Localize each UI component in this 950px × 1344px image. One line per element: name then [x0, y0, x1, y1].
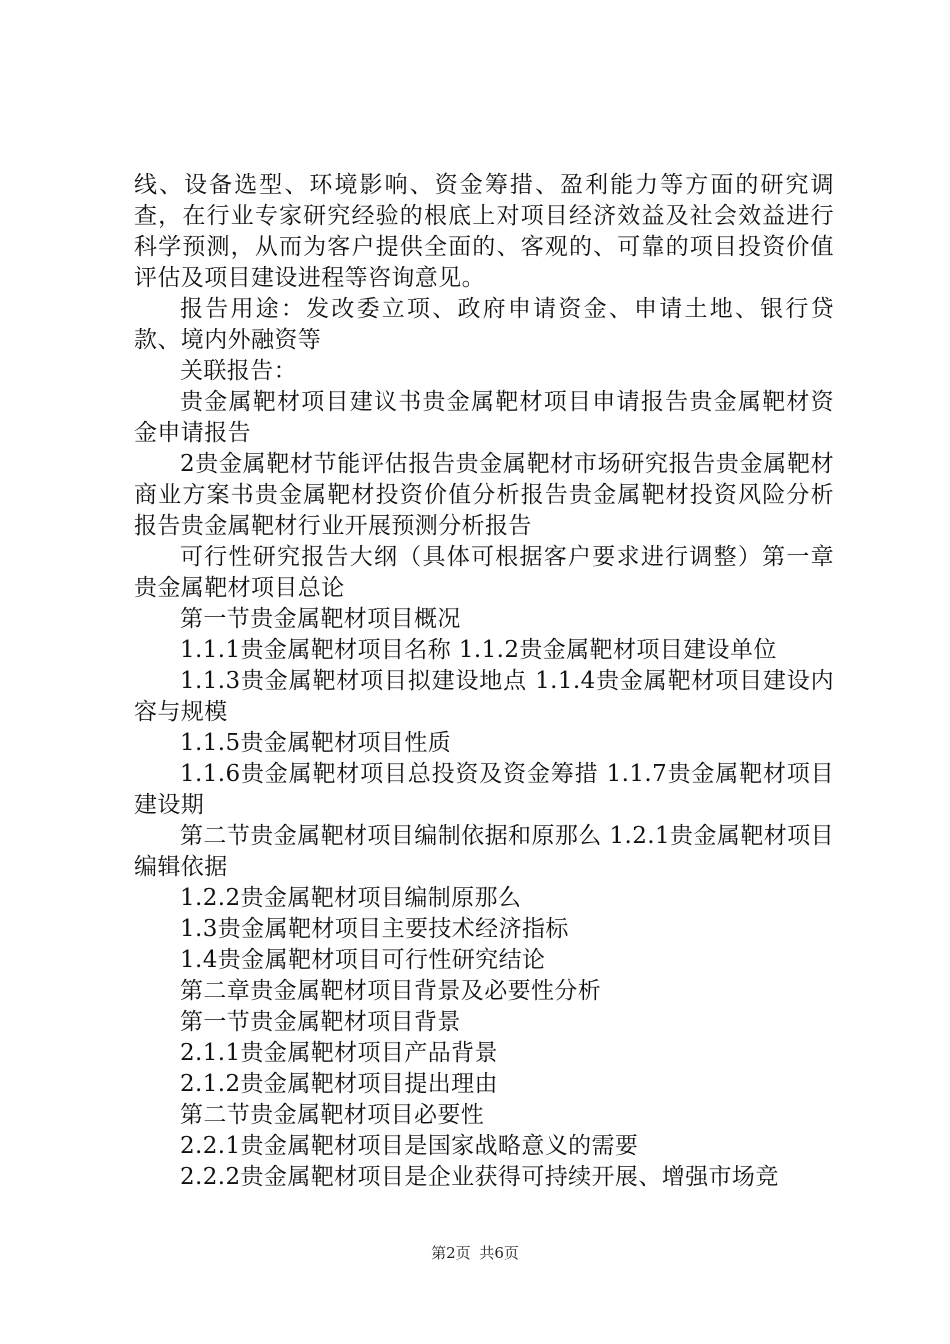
paragraph-related-reports-2: 2贵金属靶材节能评估报告贵金属靶材市场研究报告贵金属靶材商业方案书贵金属靶材投资价值分析报告贵金属靶材投资风险分析报告贵金属靶材行业开展预测分析报告	[134, 451, 834, 539]
outline-item: 1.4贵金属靶材项目可行性研究结论	[180, 947, 546, 973]
outline-item: 1.1.6贵金属靶材项目总投资及资金筹措 1.1.7贵金属靶材项目建设期	[134, 761, 834, 818]
outline-item: 第二章贵金属靶材项目背景及必要性分析	[180, 978, 602, 1004]
page-total: 共6页	[479, 1244, 519, 1262]
outline-item: 2.2.1贵金属靶材项目是国家战略意义的需要	[180, 1133, 639, 1159]
outline-item: 2.1.1贵金属靶材项目产品背景	[180, 1040, 498, 1066]
outline-item: 第一节贵金属靶材项目背景	[180, 1009, 461, 1035]
paragraph-outline-intro: 可行性研究报告大纲（具体可根据客户要求进行调整）第一章贵金属靶材项目总论	[134, 544, 834, 601]
outline-item: 第二节贵金属靶材项目编制依据和原那么 1.2.1贵金属靶材项目编辑依据	[134, 823, 834, 880]
outline-item: 2.2.2贵金属靶材项目是企业获得可持续开展、增强市场竞	[180, 1164, 779, 1190]
page-number: 第2页	[431, 1244, 471, 1262]
outline-item: 1.2.2贵金属靶材项目编制原那么	[180, 885, 522, 911]
outline-item: 1.1.5贵金属靶材项目性质	[180, 730, 452, 756]
outline-item: 2.1.2贵金属靶材项目提出理由	[180, 1071, 498, 1097]
paragraph-related-reports-1: 贵金属靶材项目建议书贵金属靶材项目申请报告贵金属靶材资金申请报告	[134, 389, 834, 446]
outline-item: 1.1.3贵金属靶材项目拟建设地点 1.1.4贵金属靶材项目建设内容与规模	[134, 668, 834, 725]
document-body	[134, 170, 834, 1193]
page-footer	[0, 1243, 950, 1263]
paragraph-continuation: 线、设备选型、环境影响、资金筹措、盈利能力等方面的研究调查，在行业专家研究经验的根底上对项目经济效益及社会效益进行科学预测，从而为客户提供全面的、客观的、可靠的项目投资价值评估及项目建设进程等咨询意见。	[134, 172, 834, 291]
paragraph-report-purpose: 报告用途：发改委立项、政府申请资金、申请土地、银行贷款、境内外融资等	[134, 296, 834, 353]
paragraph-related-reports-heading: 关联报告：	[180, 358, 297, 384]
outline-item: 第二节贵金属靶材项目必要性	[180, 1102, 485, 1128]
outline-item: 第一节贵金属靶材项目概况	[180, 606, 461, 632]
outline-item: 1.1.1贵金属靶材项目名称 1.1.2贵金属靶材项目建设单位	[180, 637, 777, 663]
outline-item: 1.3贵金属靶材项目主要技术经济指标	[180, 916, 569, 942]
